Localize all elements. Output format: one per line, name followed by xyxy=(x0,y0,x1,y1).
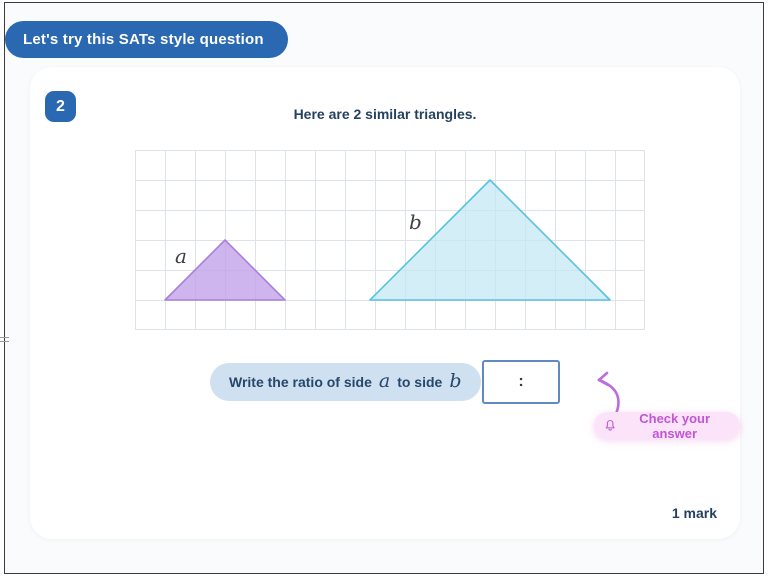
large-triangle-label: b xyxy=(409,210,422,234)
large-triangle-shape xyxy=(370,180,610,300)
check-answer-button[interactable] xyxy=(594,412,740,439)
question-number: 2 xyxy=(56,97,65,115)
check-answer-label: Check your answer xyxy=(639,410,711,441)
ratio-answer-input[interactable] xyxy=(482,360,560,404)
ratio-prompt-var-a: a xyxy=(378,369,391,392)
question-card xyxy=(30,67,740,539)
triangle-grid xyxy=(135,150,645,330)
window-edge-handle xyxy=(0,337,9,342)
lesson-banner-label: Let's try this SATs style question xyxy=(23,31,264,48)
marks-label: 1 mark xyxy=(671,505,717,521)
triangles-diagram xyxy=(135,150,645,330)
lesson-banner xyxy=(5,21,288,58)
ratio-prompt-prefix: Write the ratio of side xyxy=(229,374,372,390)
small-triangle-label: a xyxy=(175,244,187,268)
bell-icon xyxy=(604,418,616,433)
ratio-prompt-var-b: b xyxy=(449,369,462,392)
question-instruction: Here are 2 similar triangles. xyxy=(293,106,477,122)
ratio-answer-value: : xyxy=(518,373,524,390)
ratio-prompt-middle: to side xyxy=(397,374,443,390)
ratio-prompt xyxy=(210,363,481,401)
